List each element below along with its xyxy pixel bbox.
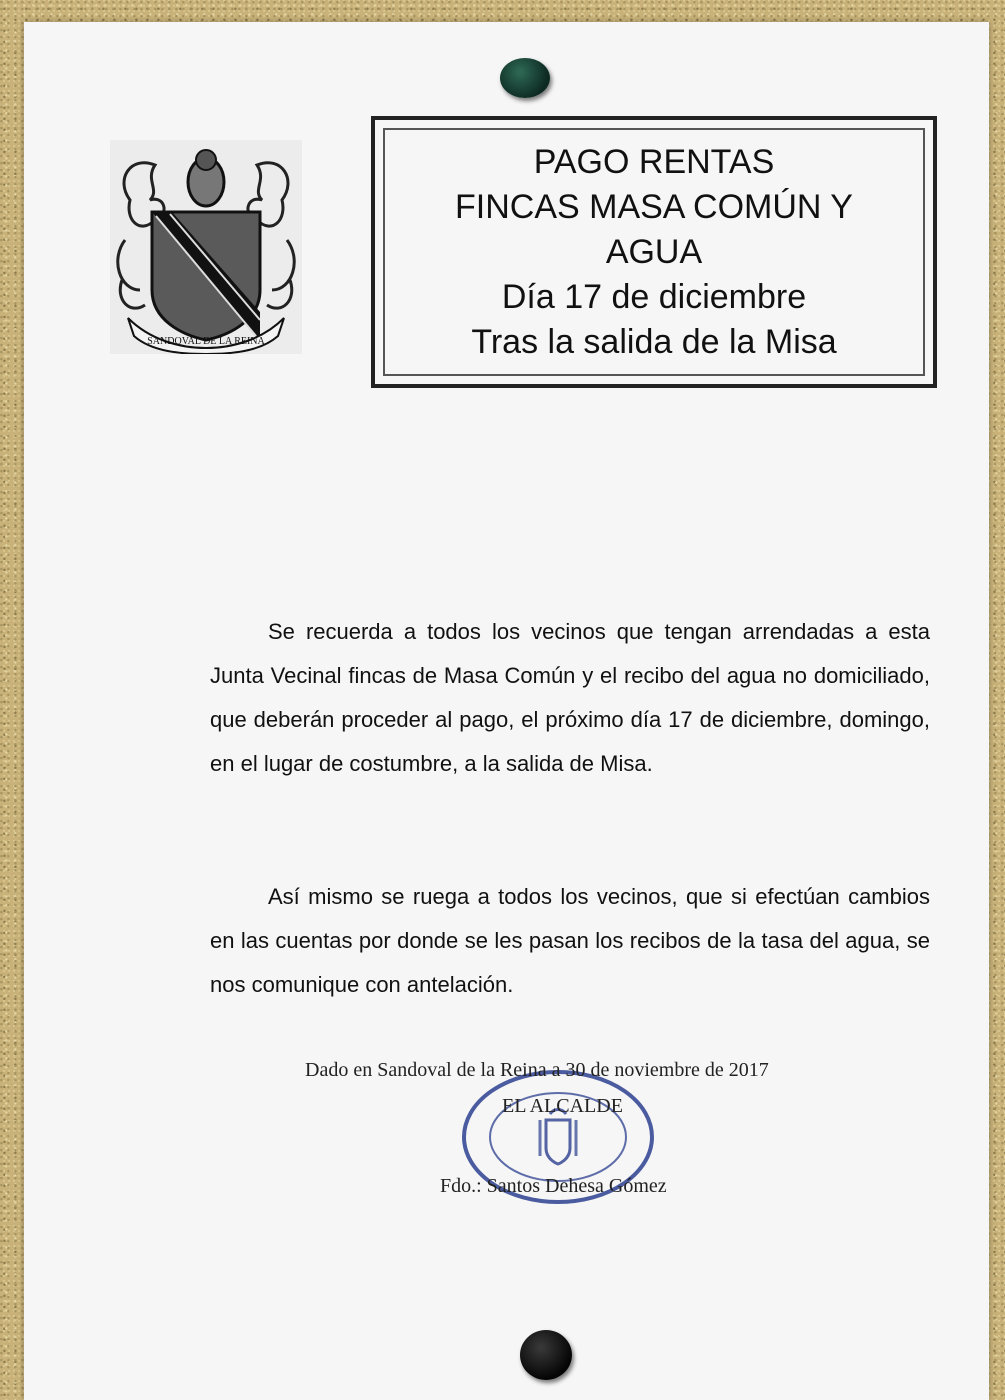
pushpin-top-icon <box>500 58 550 98</box>
signer-role: EL ALCALDE <box>502 1095 623 1117</box>
title-line-5: Tras la salida de la Misa <box>471 322 837 361</box>
dated-line: Dado en Sandoval de la Reina a 30 de noviembre de 2017 <box>305 1059 769 1081</box>
title-box <box>371 116 937 388</box>
title-line-3: AGUA <box>605 232 703 271</box>
title-line-2: FINCAS MASA COMÚN Y <box>455 187 853 226</box>
paragraph-account-changes: Así mismo se ruega a todos los vecinos, que si efectúan cambios en las cuentas por donde se les pasan los recibos de la tasa del agua, se nos comunique con antelación. <box>210 884 930 997</box>
coat-of-arms-logo <box>110 140 302 354</box>
pushpin-bottom-icon <box>520 1330 572 1380</box>
title-line-4: Día 17 de diciembre <box>501 277 807 316</box>
title-line-1: PAGO RENTAS <box>533 142 775 181</box>
paragraph-payment-reminder: Se recuerda a todos los vecinos que tengan arrendadas a esta Junta Vecinal fincas de Masa Común y el recibo del agua no domiciliado, que deberán proceder al pago, el próximo día 17 de diciembre, domingo, en el lugar de costumbre, a la salida de Misa. <box>210 619 930 776</box>
notice-sheet <box>24 22 989 1400</box>
crest-motto: SANDOVAL DE LA REINA <box>147 336 265 347</box>
signature-line: Fdo.: Santos Dehesa Gómez <box>440 1175 667 1197</box>
